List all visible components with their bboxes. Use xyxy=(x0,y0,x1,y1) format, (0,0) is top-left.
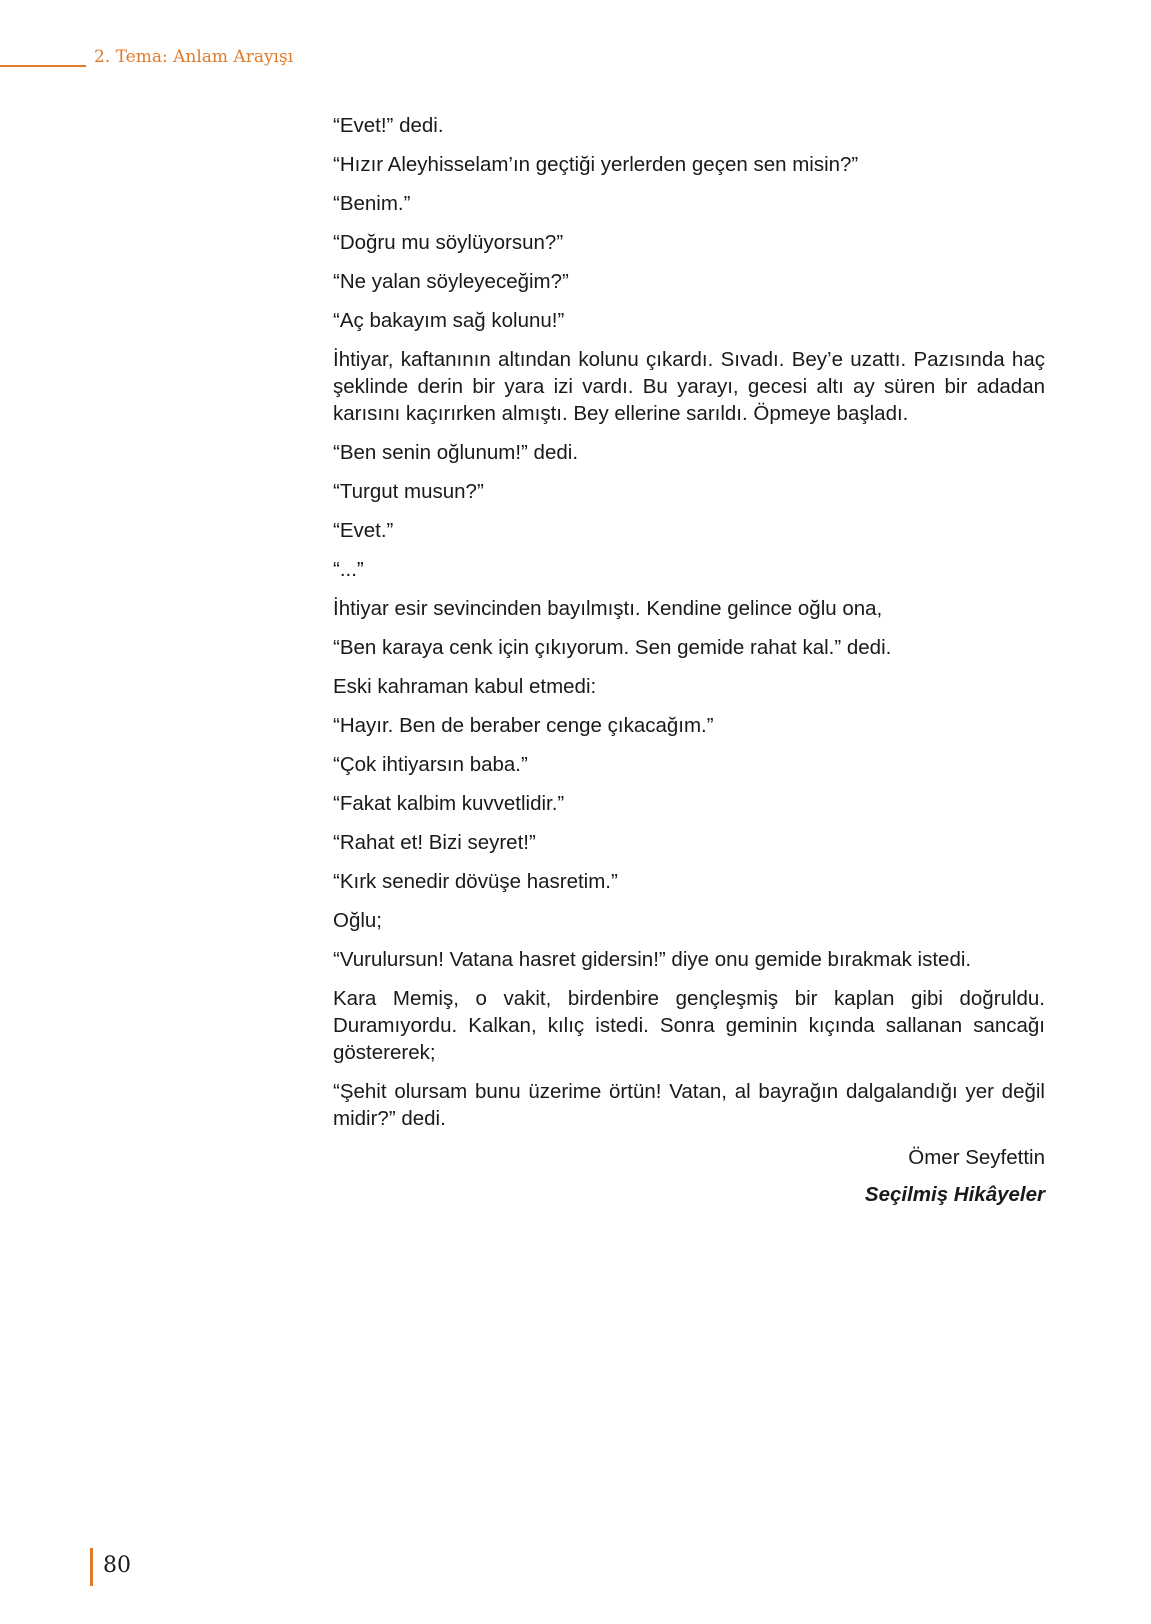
paragraph: “Fakat kalbim kuvvetlidir.” xyxy=(333,792,565,815)
paragraph: “Kırk senedir dövüşe hasretim.” xyxy=(333,870,618,893)
paragraph: “Ne yalan söyleyeceğim?” xyxy=(333,270,569,293)
paragraph: “...” xyxy=(333,558,364,581)
paragraph: “Doğru mu söylüyorsun?” xyxy=(333,231,564,254)
paragraph: Kara Memiş, o vakit, birdenbire gençleşmiş bir kaplan gibi doğruldu. Duramıyordu. Kalkan, kılıç istedi. Sonra geminin kıçında sallanan sancağı göstererek; xyxy=(333,987,1045,1064)
paragraph: “Aç bakayım sağ kolunu!” xyxy=(333,309,565,332)
paragraph: “Benim.” xyxy=(333,192,411,215)
chapter-header: 2. Tema: Anlam Arayışı xyxy=(94,47,294,67)
source-citation xyxy=(333,1144,1045,1208)
paragraph: İhtiyar esir sevincinden bayılmıştı. Kendine gelince oğlu ona, xyxy=(333,597,883,620)
paragraph: “Evet!” dedi. xyxy=(333,114,444,137)
paragraph: “Ben karaya cenk için çıkıyorum. Sen gemide rahat kal.” dedi. xyxy=(333,636,892,659)
paragraph: İhtiyar, kaftanının altından kolunu çıkardı. Sıvadı. Bey’e uzattı. Pazısında haç şeklinde derin bir yara izi vardı. Bu yarayı, gecesi altı ay süren bir adadan karısını kaçırırken almıştı. Bey ellerine sarıldı. Öpmeye başladı. xyxy=(333,348,1045,425)
header-rule xyxy=(0,65,86,67)
paragraph: “Vurulursun! Vatana hasret gidersin!” diye onu gemide bırakmak istedi. xyxy=(333,948,972,971)
paragraph: “Hayır. Ben de beraber cenge çıkacağım.” xyxy=(333,714,714,737)
paragraph: “Ben senin oğlunum!” dedi. xyxy=(333,441,579,464)
author-name: Ömer Seyfettin xyxy=(908,1146,1045,1169)
book-title: Seçilmiş Hikâyeler xyxy=(864,1183,1045,1206)
paragraph: “Şehit olursam bunu üzerime örtün! Vatan, al bayrağın dalgalandığı yer değil midir?” dedi. xyxy=(333,1080,1045,1130)
paragraph: “Çok ihtiyarsın baba.” xyxy=(333,753,528,776)
page-number-bar xyxy=(90,1548,93,1586)
paragraph: Oğlu; xyxy=(333,909,382,932)
story-text xyxy=(333,112,1045,1208)
paragraph: “Hızır Aleyhisselam’ın geçtiği yerlerden geçen sen misin?” xyxy=(333,153,859,176)
paragraph: Eski kahraman kabul etmedi: xyxy=(333,675,597,698)
paragraph: “Rahat et! Bizi seyret!” xyxy=(333,831,536,854)
paragraph: “Turgut musun?” xyxy=(333,480,484,503)
page-number: 80 xyxy=(103,1553,131,1578)
paragraph: “Evet.” xyxy=(333,519,394,542)
